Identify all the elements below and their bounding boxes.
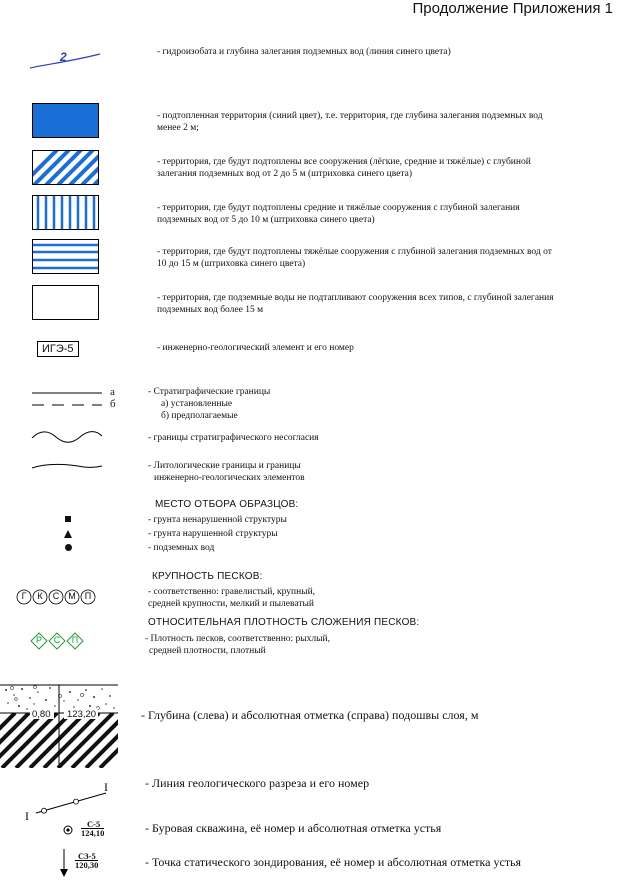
sand-size-symbol-m: М <box>68 591 76 601</box>
vertical-hatch-text-2: подземных вод от 5 до 10 м (штриховка синего цвета) <box>157 215 375 225</box>
layer-depth-value: 0,80 <box>32 709 51 720</box>
sand-size-text-2: средней крупности, мелкий и пылеватый <box>148 599 314 609</box>
strat-bounds-text-3: б) предполагаемые <box>161 411 238 421</box>
section-line-symbol <box>26 785 116 825</box>
horizontal-hatch-swatch <box>32 239 99 274</box>
static-probe-elevation: 120,30 <box>75 860 99 870</box>
litho-bounds-text <box>148 460 305 484</box>
horizontal-hatch-text-1: - территория, где будут подтоплены тяжёлые сооружения с глубиной залегания подземных вод от <box>157 247 552 257</box>
strat-bounds-text <box>148 386 270 422</box>
strat-label-a: а <box>110 386 115 398</box>
density-symbol-s: С <box>53 635 61 645</box>
hydroisobath-label: 2 <box>60 50 67 64</box>
strat-bounds-text-2: а) установленные <box>161 399 233 409</box>
litho-bounds-text-2: инженерно-геологических элементов <box>154 473 305 483</box>
litho-bounds-symbol <box>32 460 104 474</box>
strat-label-b: б <box>110 398 116 410</box>
ige-text: - инженерно-геологический элемент и его номер <box>157 343 354 353</box>
diagonal-hatch-text-2: залегания подземных вод от 2 до 5 м (штриховка синего цвета) <box>157 169 413 179</box>
horizontal-hatch-text <box>157 246 617 270</box>
sampling-item-2: - грунта нарушенной структуры <box>148 529 278 539</box>
sand-size-text-1: - соответственно: гравелистый, крупный, <box>148 587 316 597</box>
static-probe-text: - Точка статического зондирования, её номер и абсолютная отметка устья <box>145 855 522 869</box>
strat-bounds-symbol <box>32 390 104 410</box>
square-marker-icon <box>65 516 71 522</box>
triangle-marker-icon <box>64 530 72 538</box>
flooded-area-text <box>157 110 617 134</box>
section-label-start: I <box>25 809 29 823</box>
diagonal-hatch-text-1: - территория, где будут подтоплены все сооружения (лёгкие, средние и тяжёлые) с глубиной <box>157 157 531 167</box>
borehole-elevation: 124,10 <box>81 828 105 838</box>
page-title: Продолжение Приложения 1 <box>412 0 613 17</box>
no-flooding-swatch <box>32 285 99 320</box>
section-label-end: I <box>104 780 108 794</box>
static-probe-number: СЗ-5 <box>78 851 96 861</box>
layer-depth-text: - Глубина (слева) и абсолютная отметка (справа) подошвы слоя, м <box>141 708 479 722</box>
sampling-heading: МЕСТО ОТБОРА ОБРАЗЦОВ: <box>155 499 299 510</box>
density-symbol-p: П <box>71 635 79 645</box>
circle-marker-icon <box>65 544 72 551</box>
borehole-number: С-5 <box>87 819 101 829</box>
sand-density-text-2: средней плотности, плотный <box>149 646 266 656</box>
sand-density-text-1: - Плотность песков, соответственно: рыхлый, <box>145 634 331 644</box>
static-probe-arrow-icon <box>58 849 70 879</box>
flooded-area-text-1: - подтопленная территория (синий цвет), т.е. территория, где глубина залегания подземных вод <box>157 111 543 121</box>
sampling-item-3: - подземных вод <box>148 543 215 553</box>
sand-size-symbol-g: Г <box>21 591 27 601</box>
sampling-item-1: - грунта ненарушенной структуры <box>148 515 287 525</box>
density-symbol-r: Р <box>35 635 42 645</box>
vertical-hatch-swatch <box>32 195 99 230</box>
layer-depth-symbol <box>0 684 120 768</box>
borehole-icon <box>62 824 74 836</box>
section-line-text: - Линия геологического разреза и его номер <box>145 776 370 790</box>
hydroisobath-text: - гидроизобата и глубина залегания подземных вод (линия синего цвета) <box>157 47 451 57</box>
flooded-area-text-2: менее 2 м; <box>157 123 199 133</box>
unconformity-text: - границы стратиграфического несогласия <box>148 433 319 443</box>
vertical-hatch-text-1: - территория, где будут подтоплены средние и тяжёлые сооружения с глубиной залегания <box>157 203 520 213</box>
horizontal-hatch-text-2: 10 до 15 м (штриховка синего цвета) <box>157 259 306 269</box>
sand-size-heading: КРУПНОСТЬ ПЕСКОВ: <box>152 571 263 582</box>
strat-bounds-text-1: - Стратиграфические границы <box>148 387 271 397</box>
sand-size-text <box>148 586 315 610</box>
borehole-text: - Буровая скважина, её номер и абсолютная отметка устья <box>145 821 442 835</box>
litho-bounds-text-1: - Литологические границы и границы <box>148 461 301 471</box>
sand-density-text <box>145 633 330 657</box>
no-flooding-text-1: - территория, где подземные воды не подтапливают сооружения всех типов, с глубиной залегания <box>157 293 554 303</box>
sand-size-symbol-p: П <box>84 591 92 601</box>
ige-symbol: ИГЭ-5 <box>37 341 79 357</box>
no-flooding-text <box>157 292 617 316</box>
layer-elevation-value: 123,20 <box>67 709 97 720</box>
diagonal-hatch-swatch <box>32 150 99 185</box>
vertical-hatch-text <box>157 202 617 226</box>
flooded-area-swatch <box>32 103 99 138</box>
unconformity-symbol <box>32 428 104 446</box>
sand-size-symbol-s: С <box>52 591 60 601</box>
sand-size-symbol-k: К <box>37 591 43 601</box>
no-flooding-text-2: подземных вод более 15 м <box>157 305 264 315</box>
diagonal-hatch-text <box>157 156 617 180</box>
sand-density-heading: ОТНОСИТЕЛЬНАЯ ПЛОТНОСТЬ СЛОЖЕНИЯ ПЕСКОВ: <box>148 617 420 628</box>
